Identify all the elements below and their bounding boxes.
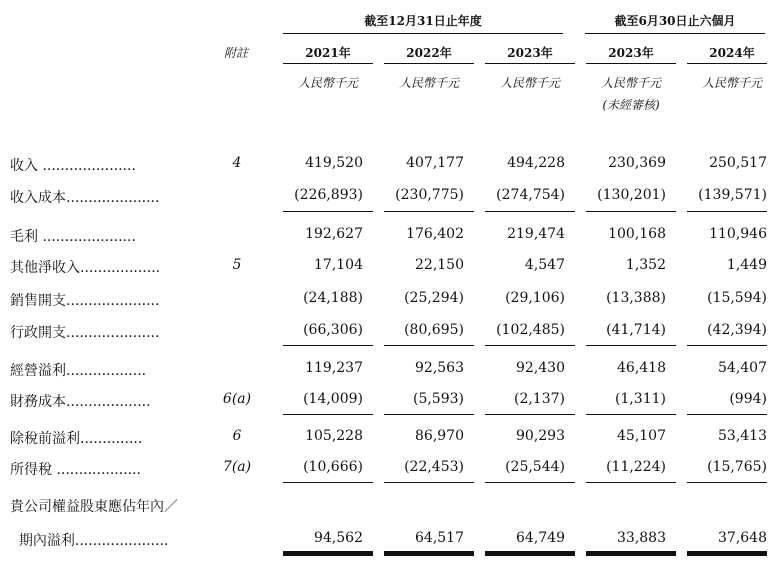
cell-value: (80,695) bbox=[404, 322, 464, 338]
subtotal-rule bbox=[485, 414, 575, 415]
subtotal-rule bbox=[283, 211, 373, 212]
cell-value: 90,293 bbox=[516, 428, 565, 444]
total-double-rule bbox=[586, 551, 676, 556]
cell-value: (5,593) bbox=[412, 391, 464, 407]
cell-value: 176,402 bbox=[406, 226, 464, 242]
cell-value: 92,563 bbox=[415, 360, 464, 376]
cell-value: 250,517 bbox=[709, 155, 767, 171]
col-header-year: 2021年 bbox=[305, 46, 351, 60]
subtotal-rule bbox=[687, 414, 767, 415]
subtotal-rule bbox=[485, 211, 575, 212]
col-header-unit: 人民幣千元 bbox=[398, 76, 459, 90]
row-label-cost-of-revenue: 收入成本..................... bbox=[10, 190, 160, 206]
cell-value: 45,107 bbox=[617, 428, 666, 444]
cell-value: (1,311) bbox=[614, 391, 666, 407]
cell-value: 4,547 bbox=[524, 257, 565, 273]
row-label-operating-profit: 經營溢利.................. bbox=[10, 363, 147, 379]
total-double-rule bbox=[687, 551, 767, 556]
cell-value: 94,562 bbox=[314, 530, 363, 546]
cell-value: 419,520 bbox=[305, 155, 363, 171]
row-label-revenue: 收入 ..................... bbox=[10, 158, 136, 174]
header-group-halfyear: 截至6月30日止六個月 bbox=[614, 14, 736, 28]
header-group-years: 截至12月31日止年度 bbox=[364, 14, 482, 28]
cell-value: (15,594) bbox=[707, 290, 767, 306]
cell-value: (130,201) bbox=[597, 187, 666, 203]
col-header-rule bbox=[687, 63, 767, 64]
subtotal-rule bbox=[384, 482, 474, 483]
col-header-unit: 人民幣千元 bbox=[499, 76, 560, 90]
subtotal-rule bbox=[485, 345, 575, 346]
cell-value: (25,294) bbox=[404, 290, 464, 306]
total-double-rule bbox=[384, 551, 474, 556]
subtotal-rule bbox=[586, 482, 676, 483]
row-label-gross-profit: 毛利 ..................... bbox=[10, 229, 136, 245]
cell-value: (41,714) bbox=[606, 322, 666, 338]
note-column-header: 附註 bbox=[224, 46, 249, 60]
row-label-other-net-income: 其他淨收入.................. bbox=[10, 260, 161, 276]
cell-value: (22,453) bbox=[404, 459, 464, 475]
cell-value: 37,648 bbox=[718, 530, 767, 546]
cell-value: 119,237 bbox=[305, 360, 363, 376]
row-note: 6 bbox=[232, 428, 242, 444]
col-header-unit: 人民幣千元 bbox=[701, 76, 762, 90]
cell-value: (14,009) bbox=[303, 391, 363, 407]
cell-value: (25,544) bbox=[505, 459, 565, 475]
cell-value: 86,970 bbox=[415, 428, 464, 444]
subtotal-rule bbox=[283, 345, 373, 346]
cell-value: 110,946 bbox=[709, 226, 767, 242]
row-note: 4 bbox=[232, 155, 242, 171]
cell-value: 1,449 bbox=[726, 257, 767, 273]
cell-value: (230,775) bbox=[395, 187, 464, 203]
row-note: 5 bbox=[232, 257, 242, 273]
subtotal-rule bbox=[384, 345, 474, 346]
cell-value: (274,754) bbox=[496, 187, 565, 203]
cell-value: 494,228 bbox=[507, 155, 565, 171]
header-group-halfyear-rule bbox=[585, 33, 765, 34]
subtotal-rule bbox=[283, 414, 373, 415]
subtotal-rule bbox=[687, 482, 767, 483]
row-label-income-tax: 所得稅 ................... bbox=[10, 462, 142, 478]
col-header-unit: 人民幣千元 bbox=[297, 76, 358, 90]
cell-value: 100,168 bbox=[608, 226, 666, 242]
subtotal-rule bbox=[586, 211, 676, 212]
cell-value: 92,430 bbox=[516, 360, 565, 376]
cell-value: (24,188) bbox=[303, 290, 363, 306]
col-header-rule bbox=[283, 63, 373, 64]
cell-value: (13,388) bbox=[606, 290, 666, 306]
cell-value: 33,883 bbox=[617, 530, 666, 546]
col-header-unit: 人民幣千元 bbox=[600, 76, 661, 90]
subtotal-rule bbox=[687, 211, 767, 212]
cell-value: (11,224) bbox=[606, 459, 666, 475]
cell-value: (226,893) bbox=[294, 187, 363, 203]
row-label-admin-expenses: 行政開支..................... bbox=[10, 325, 160, 341]
subtotal-rule bbox=[586, 345, 676, 346]
row-note: 6(a) bbox=[222, 391, 252, 407]
subtotal-rule bbox=[283, 482, 373, 483]
row-label-finance-costs: 財務成本................... bbox=[10, 394, 151, 410]
row-note: 7(a) bbox=[222, 459, 252, 475]
cell-value: (29,106) bbox=[505, 290, 565, 306]
col-header-rule bbox=[586, 63, 676, 64]
row-label-profit-before-tax: 除稅前溢利.............. bbox=[10, 431, 143, 447]
cell-value: (15,765) bbox=[707, 459, 767, 475]
subtotal-rule bbox=[384, 211, 474, 212]
cell-value: 17,104 bbox=[314, 257, 363, 273]
col-header-year: 2022年 bbox=[406, 46, 452, 60]
cell-value: 219,474 bbox=[507, 226, 565, 242]
cell-value: (994) bbox=[729, 391, 767, 407]
cell-value: 407,177 bbox=[406, 155, 464, 171]
col-header-year: 2023年 bbox=[608, 46, 654, 60]
cell-value: 22,150 bbox=[415, 257, 464, 273]
cell-value: 1,352 bbox=[625, 257, 666, 273]
col-header-unaudited: (未經審核) bbox=[602, 98, 660, 112]
cell-value: (2,137) bbox=[513, 391, 565, 407]
subtotal-rule bbox=[687, 345, 767, 346]
cell-value: 64,517 bbox=[415, 530, 464, 546]
row-label-attributable-line1: 貴公司權益股東應佔年內／ bbox=[10, 499, 178, 515]
cell-value: 192,627 bbox=[305, 226, 363, 242]
col-header-year: 2023年 bbox=[507, 46, 553, 60]
cell-value: 105,228 bbox=[305, 428, 363, 444]
cell-value: 230,369 bbox=[608, 155, 666, 171]
cell-value: 46,418 bbox=[617, 360, 666, 376]
cell-value: (102,485) bbox=[496, 322, 565, 338]
row-label-profit-for-period: 期內溢利..................... bbox=[10, 533, 169, 549]
cell-value: (42,394) bbox=[707, 322, 767, 338]
cell-value: (66,306) bbox=[303, 322, 363, 338]
col-header-year: 2024年 bbox=[709, 46, 755, 60]
cell-value: 53,413 bbox=[718, 428, 767, 444]
cell-value: 64,749 bbox=[516, 530, 565, 546]
header-group-years-rule bbox=[283, 33, 563, 34]
subtotal-rule bbox=[586, 414, 676, 415]
subtotal-rule bbox=[384, 414, 474, 415]
row-label-selling-expenses: 銷售開支..................... bbox=[10, 293, 160, 309]
col-header-rule bbox=[384, 63, 474, 64]
total-double-rule bbox=[485, 551, 575, 556]
cell-value: (10,666) bbox=[303, 459, 363, 475]
col-header-rule bbox=[485, 63, 575, 64]
cell-value: 54,407 bbox=[718, 360, 767, 376]
total-double-rule bbox=[283, 551, 373, 556]
subtotal-rule bbox=[485, 482, 575, 483]
cell-value: (139,571) bbox=[698, 187, 767, 203]
